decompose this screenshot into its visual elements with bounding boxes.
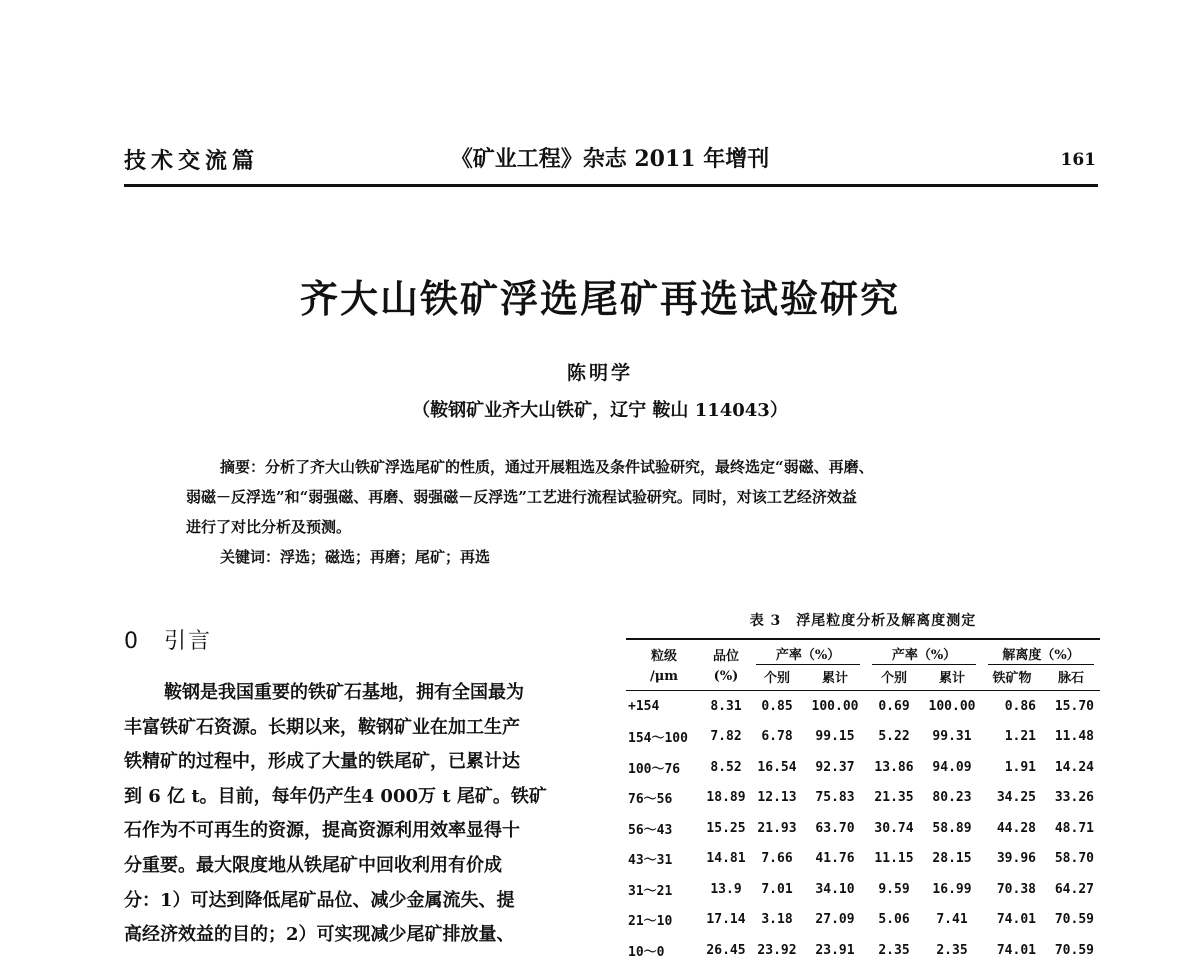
individual-yield-cell: 0.85 — [761, 698, 793, 714]
header-cumulative-2: 累计 — [922, 666, 982, 691]
gangue-liberation-cell: 70.59 — [1054, 942, 1094, 958]
cumulative-yield-cell: 34.10 — [815, 881, 855, 897]
body-line: 到 6 亿 t。目前，每年仍产生4 000万 t 尾矿。铁矿 — [124, 785, 547, 807]
individual-yield-cell: 7.01 — [761, 881, 793, 897]
grade-cell: 13.9 — [710, 881, 742, 897]
size-cell: 56～43 — [628, 822, 673, 838]
cumulative-yield-2-cell: 2.35 — [936, 942, 968, 958]
cumulative-yield-2-cell: 28.15 — [932, 851, 972, 867]
grade-cell: 17.14 — [706, 912, 746, 928]
page-number: 161 — [1060, 150, 1096, 170]
individual-yield-2-cell: 5.22 — [878, 729, 910, 745]
running-header — [124, 138, 1096, 186]
section-heading: 0 引言 — [124, 629, 212, 654]
iron-liberation-cell: 34.25 — [996, 790, 1036, 806]
size-cell: 76～56 — [628, 792, 673, 808]
individual-yield-cell: 12.13 — [757, 790, 797, 806]
abstract-line: 摘要：分析了齐大山铁矿浮选尾矿的性质，通过开展粗选及条件试验研究，最终选定“弱磁、再磨、 — [220, 458, 874, 476]
header-grade-unit: (%) — [702, 666, 750, 691]
individual-yield-cell: 7.66 — [761, 851, 793, 867]
author-affiliation: （鞍钢矿业齐大山铁矿，辽宁 鞍山 114043） — [412, 400, 788, 421]
size-cell: 10～0 — [628, 944, 665, 960]
body-line: 石作为不可再生的资源，提高资源利用效率显得十 — [124, 820, 520, 842]
individual-yield-cell: 16.54 — [757, 759, 797, 775]
header-gangue: 脉石 — [1042, 666, 1100, 691]
individual-yield-2-cell: 21.35 — [874, 790, 914, 806]
size-cell: 31～21 — [628, 883, 673, 899]
table-row — [626, 905, 1100, 936]
individual-yield-2-cell: 30.74 — [874, 820, 914, 836]
grade-cell: 8.31 — [710, 698, 742, 714]
header-iron-mineral: 铁矿物 — [982, 666, 1042, 691]
header-size: 粒级 — [626, 639, 702, 666]
section-label: 技术交流篇 — [124, 148, 260, 174]
iron-liberation-cell: 74.01 — [996, 912, 1036, 928]
individual-yield-cell: 6.78 — [761, 729, 793, 745]
size-cell: 43～31 — [628, 853, 673, 869]
size-cell: 154～100 — [628, 731, 688, 747]
table-row — [626, 844, 1100, 875]
gangue-liberation-cell: 64.27 — [1054, 881, 1094, 897]
cumulative-yield-cell: 41.76 — [815, 851, 855, 867]
iron-liberation-cell: 70.38 — [996, 881, 1036, 897]
gangue-liberation-cell: 33.26 — [1054, 790, 1094, 806]
cumulative-yield-cell: 23.91 — [815, 942, 855, 958]
body-line: 分重要。最大限度地从铁尾矿中回收利用有价成 — [124, 854, 502, 876]
journal-name: 《矿业工程》杂志 2011 年增刊 — [450, 146, 770, 172]
iron-liberation-cell: 74.01 — [996, 942, 1036, 958]
individual-yield-2-cell: 9.59 — [878, 881, 910, 897]
article-title: 齐大山铁矿浮选尾矿再选试验研究 — [299, 276, 900, 321]
header-size-unit: /μm — [626, 666, 702, 691]
iron-liberation-cell: 1.21 — [1004, 729, 1036, 745]
table-row — [626, 783, 1100, 814]
individual-yield-2-cell: 5.06 — [878, 912, 910, 928]
keywords: 关键词：浮选；磁选；再磨；尾矿；再选 — [220, 548, 491, 566]
cumulative-yield-2-cell: 94.09 — [932, 759, 972, 775]
data-table — [626, 638, 1100, 966]
size-cell: 21～10 — [628, 914, 673, 930]
gangue-liberation-cell: 14.24 — [1054, 759, 1094, 775]
header-cumulative-1: 累计 — [804, 666, 866, 691]
individual-yield-cell: 23.92 — [757, 942, 797, 958]
body-line: 丰富铁矿石资源。长期以来，鞍钢矿业在加工生产 — [124, 716, 520, 738]
table-row — [626, 874, 1100, 905]
body-line: 高经济效益的目的；2）可实现减少尾矿排放量、 — [124, 924, 515, 946]
grade-cell: 7.82 — [710, 729, 742, 745]
grade-cell: 26.45 — [706, 942, 746, 958]
cumulative-yield-cell: 92.37 — [815, 759, 855, 775]
cumulative-yield-2-cell: 100.00 — [928, 698, 976, 714]
individual-yield-2-cell: 0.69 — [878, 698, 910, 714]
cumulative-yield-cell: 100.00 — [811, 698, 859, 714]
header-yield-2-label: 产率（%） — [872, 644, 976, 665]
cumulative-yield-2-cell: 16.99 — [932, 881, 972, 897]
body-line: 分：1）可达到降低尾矿品位、减少金属流失、提 — [124, 889, 515, 911]
header-liberation-label: 解离度（%） — [988, 644, 1094, 665]
cumulative-yield-2-cell: 58.89 — [932, 820, 972, 836]
grade-cell: 18.89 — [706, 790, 746, 806]
gangue-liberation-cell: 11.48 — [1054, 729, 1094, 745]
table-row — [626, 813, 1100, 844]
cumulative-yield-2-cell: 7.41 — [936, 912, 968, 928]
iron-liberation-cell: 1.91 — [1004, 759, 1036, 775]
table-row — [626, 752, 1100, 783]
cumulative-yield-2-cell: 80.23 — [932, 790, 972, 806]
table-row — [626, 722, 1100, 753]
header-individual-1: 个别 — [750, 666, 804, 691]
body-line: 铁精矿的过程中，形成了大量的铁尾矿，已累计达 — [124, 751, 520, 773]
gangue-liberation-cell: 15.70 — [1054, 698, 1094, 714]
grade-cell: 14.81 — [706, 851, 746, 867]
size-cell: +154 — [628, 698, 660, 714]
body-line: 鞍钢是我国重要的铁矿石基地，拥有全国最为 — [164, 682, 524, 703]
individual-yield-2-cell: 13.86 — [874, 759, 914, 775]
gangue-liberation-cell: 48.71 — [1054, 820, 1094, 836]
header-liberation — [982, 639, 1100, 666]
abstract-line: 进行了对比分析及预测。 — [186, 518, 352, 536]
body-text — [124, 676, 586, 953]
individual-yield-2-cell: 11.15 — [874, 851, 914, 867]
grade-cell: 15.25 — [706, 820, 746, 836]
header-grade: 品位 — [702, 639, 750, 666]
author-name: 陈明学 — [566, 362, 633, 384]
cumulative-yield-cell: 99.15 — [815, 729, 855, 745]
cumulative-yield-cell: 75.83 — [815, 790, 855, 806]
individual-yield-cell: 3.18 — [761, 912, 793, 928]
cumulative-yield-2-cell: 99.31 — [932, 729, 972, 745]
gangue-liberation-cell: 58.70 — [1054, 851, 1094, 867]
cumulative-yield-cell: 27.09 — [815, 912, 855, 928]
table-row — [626, 691, 1100, 722]
table-row — [626, 935, 1100, 966]
header-rule — [124, 184, 1098, 187]
iron-liberation-cell: 39.96 — [996, 851, 1036, 867]
header-yield-1-label: 产率（%） — [756, 644, 860, 665]
individual-yield-cell: 21.93 — [757, 820, 797, 836]
header-individual-2: 个别 — [866, 666, 922, 691]
individual-yield-2-cell: 2.35 — [878, 942, 910, 958]
table-caption: 表 3 浮尾粒度分析及解离度测定 — [749, 613, 977, 629]
header-yield-2 — [866, 639, 982, 666]
iron-liberation-cell: 0.86 — [1004, 698, 1036, 714]
abstract — [186, 452, 1026, 542]
abstract-line: 弱磁－反浮选”和“弱强磁、再磨、弱强磁－反浮选”工艺进行流程试验研究。同时，对该工艺经济效益 — [186, 488, 857, 506]
size-liberation-table — [626, 638, 1100, 966]
iron-liberation-cell: 44.28 — [996, 820, 1036, 836]
cumulative-yield-cell: 63.70 — [815, 820, 855, 836]
header-yield-1 — [750, 639, 866, 666]
size-cell: 100～76 — [628, 761, 681, 777]
gangue-liberation-cell: 70.59 — [1054, 912, 1094, 928]
grade-cell: 8.52 — [710, 759, 742, 775]
